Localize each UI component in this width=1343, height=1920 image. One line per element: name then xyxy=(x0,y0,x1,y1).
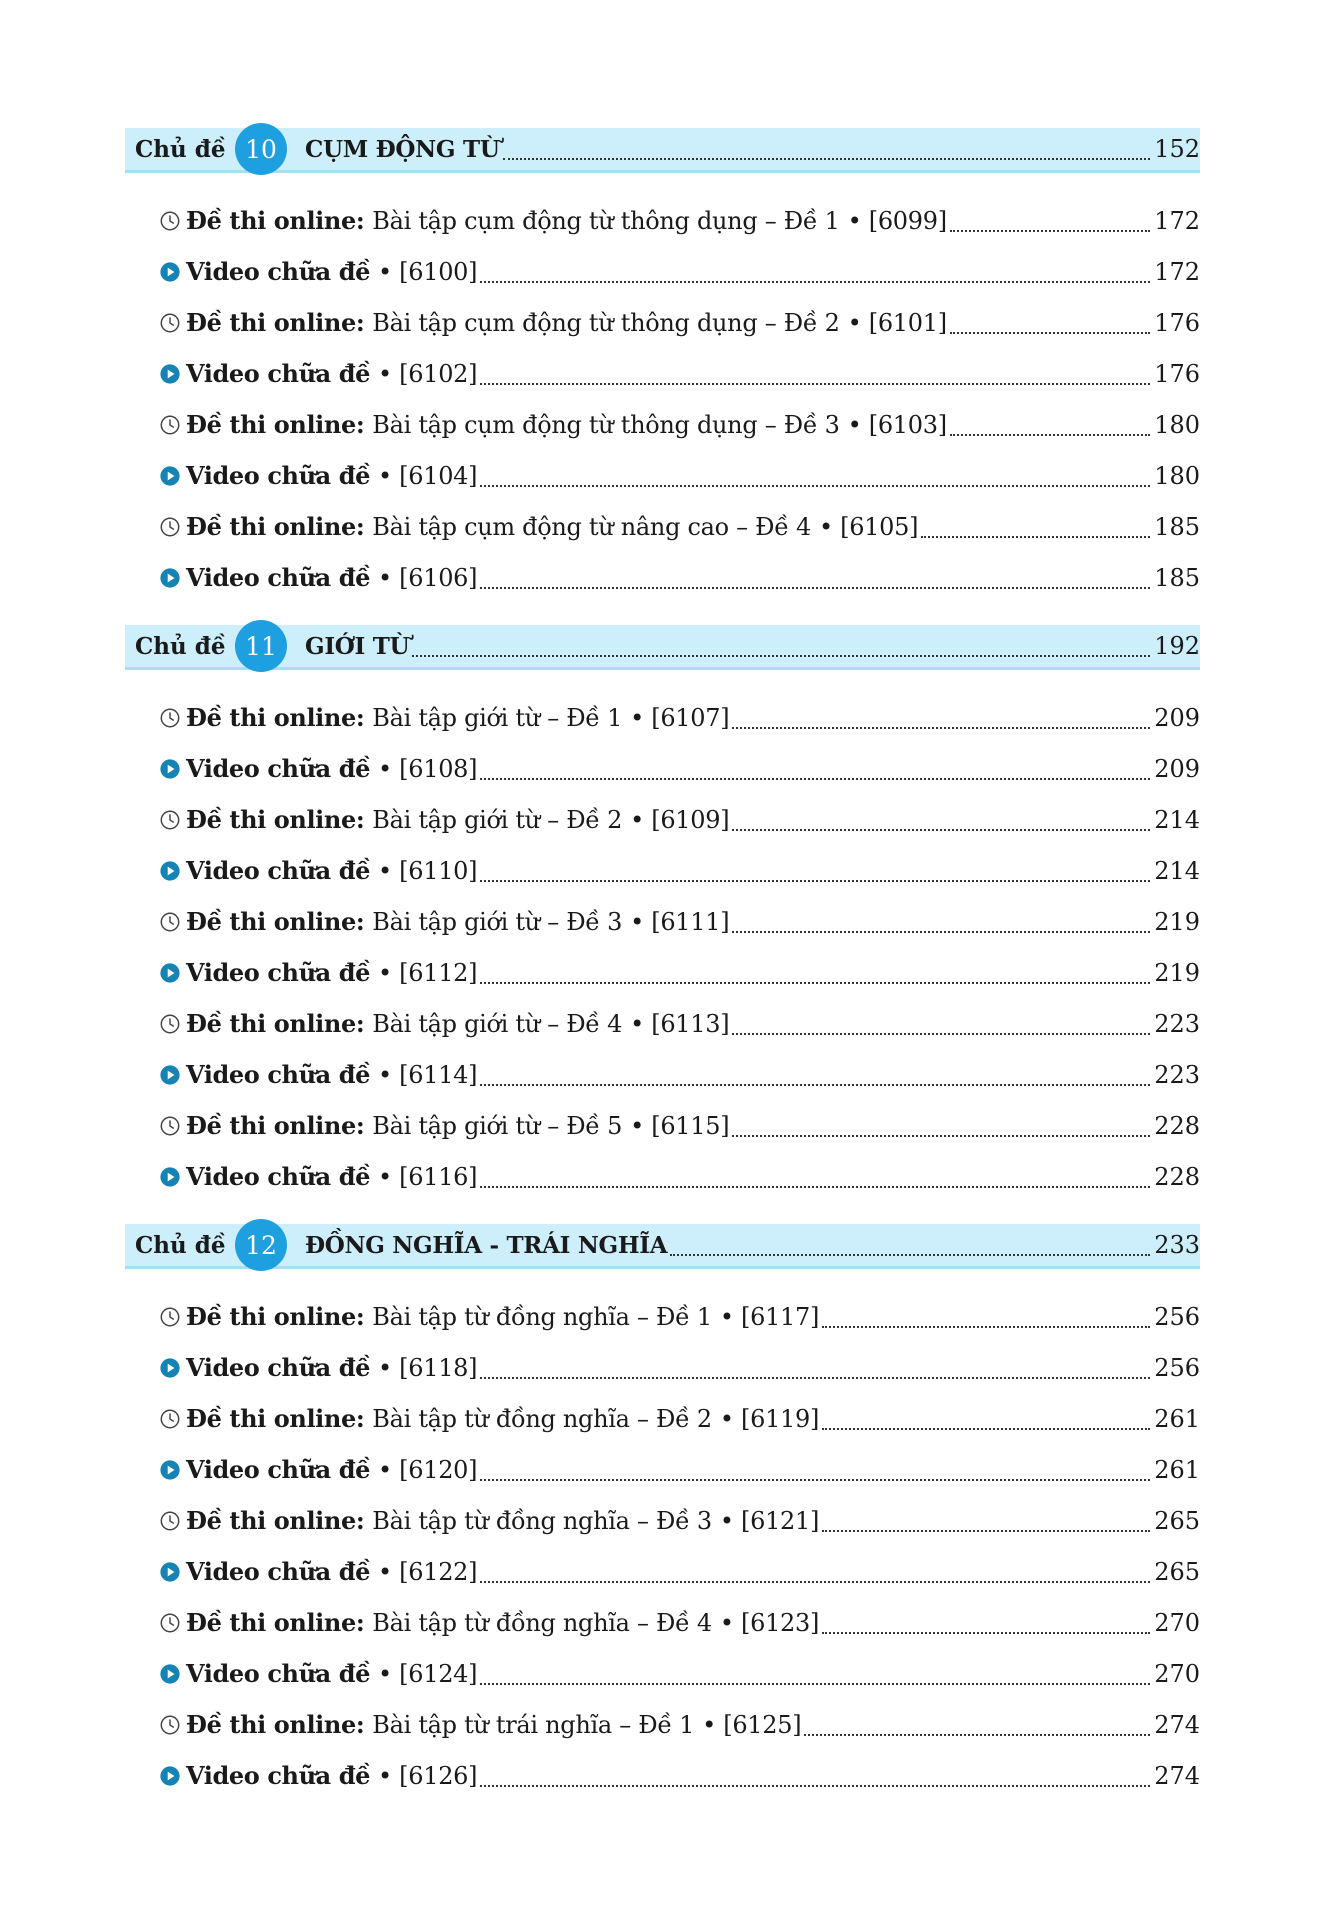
entry-code: • [6106] xyxy=(378,563,478,592)
clock-icon xyxy=(159,414,181,436)
entry-lead: Đề thi online: xyxy=(186,1404,365,1433)
leader-dots xyxy=(950,434,1150,436)
entry-lead: Đề thi online: xyxy=(186,907,365,936)
leader-dots xyxy=(480,880,1150,882)
play-circle-icon xyxy=(159,758,181,780)
section-header[interactable] xyxy=(125,1224,1200,1269)
entry-page-number: 176 xyxy=(1154,359,1200,388)
entry-lead: Video chữa đề xyxy=(186,1353,370,1382)
entry-page-number: 228 xyxy=(1154,1162,1200,1191)
section-title: GIỚI TỪ xyxy=(305,632,410,660)
toc-entry[interactable] xyxy=(159,998,1200,1049)
toc-entry[interactable] xyxy=(159,1495,1200,1546)
entry-page-number: 274 xyxy=(1154,1761,1200,1790)
entry-code: • [6103] xyxy=(847,410,947,439)
leader-dots xyxy=(480,1785,1150,1787)
section-number-badge: 10 xyxy=(235,123,287,175)
toc-entry[interactable] xyxy=(159,195,1200,246)
entry-page-number: 265 xyxy=(1154,1506,1200,1535)
clock-icon xyxy=(159,1612,181,1634)
entry-page-number: 265 xyxy=(1154,1557,1200,1586)
leader-dots xyxy=(804,1734,1150,1736)
leader-dots xyxy=(822,1530,1150,1532)
entry-lead: Video chữa đề xyxy=(186,257,370,286)
entry-page-number: 219 xyxy=(1154,907,1200,936)
clock-icon xyxy=(159,911,181,933)
entry-code: • [6102] xyxy=(378,359,478,388)
entry-page-number: 180 xyxy=(1154,410,1200,439)
entry-page-number: 209 xyxy=(1154,754,1200,783)
entry-code: • [6110] xyxy=(378,856,478,885)
entry-code: • [6124] xyxy=(378,1659,478,1688)
leader-dots xyxy=(503,158,1151,160)
entry-code: • [6123] xyxy=(719,1608,820,1637)
leader-dots xyxy=(480,485,1150,487)
play-circle-icon xyxy=(159,261,181,283)
entry-page-number: 223 xyxy=(1154,1009,1200,1038)
toc-entry[interactable] xyxy=(159,1342,1200,1393)
leader-dots xyxy=(822,1326,1150,1328)
clock-icon xyxy=(159,1408,181,1430)
entry-code: • [6117] xyxy=(719,1302,820,1331)
entry-lead: Video chữa đề xyxy=(186,1761,370,1790)
leader-dots xyxy=(670,1254,1150,1256)
clock-icon xyxy=(159,210,181,232)
entry-code: • [6118] xyxy=(378,1353,478,1382)
entry-page-number: 223 xyxy=(1154,1060,1200,1089)
toc-entry[interactable] xyxy=(159,1699,1200,1750)
toc-entry[interactable] xyxy=(159,501,1200,552)
entry-page-number: 228 xyxy=(1154,1111,1200,1140)
entry-code: • [6115] xyxy=(630,1111,730,1140)
leader-dots xyxy=(732,829,1150,831)
leader-dots xyxy=(732,1033,1150,1035)
entry-code: • [6099] xyxy=(847,206,947,235)
play-circle-icon xyxy=(159,1663,181,1685)
toc-entry[interactable] xyxy=(159,1648,1200,1699)
leader-dots xyxy=(480,383,1150,385)
leader-dots xyxy=(950,332,1150,334)
clock-icon xyxy=(159,1306,181,1328)
toc-entry[interactable] xyxy=(159,692,1200,743)
play-circle-icon xyxy=(159,1561,181,1583)
entry-title: Bài tập giới từ – Đề 2 xyxy=(372,805,623,834)
entry-page-number: 256 xyxy=(1154,1353,1200,1382)
entry-code: • [6120] xyxy=(378,1455,478,1484)
play-circle-icon xyxy=(159,860,181,882)
entry-title: Bài tập giới từ – Đề 4 xyxy=(372,1009,623,1038)
entry-page-number: 176 xyxy=(1154,308,1200,337)
play-circle-icon xyxy=(159,1064,181,1086)
entry-title: Bài tập từ đồng nghĩa – Đề 1 xyxy=(372,1302,712,1331)
entry-code: • [6126] xyxy=(378,1761,478,1790)
entry-lead: Video chữa đề xyxy=(186,856,370,885)
toc-entry[interactable] xyxy=(159,246,1200,297)
entry-code: • [6101] xyxy=(847,308,947,337)
entry-page-number: 274 xyxy=(1154,1710,1200,1739)
entry-lead: Đề thi online: xyxy=(186,703,365,732)
leader-dots xyxy=(480,1479,1150,1481)
entry-title: Bài tập từ đồng nghĩa – Đề 2 xyxy=(372,1404,712,1433)
entry-page-number: 209 xyxy=(1154,703,1200,732)
entry-page-number: 214 xyxy=(1154,805,1200,834)
section-label: Chủ đề xyxy=(135,1231,226,1259)
entry-title: Bài tập cụm động từ thông dụng – Đề 2 xyxy=(372,308,840,337)
entry-title: Bài tập cụm động từ thông dụng – Đề 3 xyxy=(372,410,840,439)
entry-title: Bài tập từ đồng nghĩa – Đề 4 xyxy=(372,1608,712,1637)
entry-code: • [6125] xyxy=(702,1710,802,1739)
play-circle-icon xyxy=(159,363,181,385)
section-number-badge: 12 xyxy=(235,1219,287,1271)
play-circle-icon xyxy=(159,962,181,984)
entry-title: Bài tập từ trái nghĩa – Đề 1 xyxy=(372,1710,695,1739)
entry-lead: Đề thi online: xyxy=(186,1710,365,1739)
toc-entry[interactable] xyxy=(159,1100,1200,1151)
toc-entry[interactable] xyxy=(159,1151,1200,1202)
play-circle-icon xyxy=(159,1357,181,1379)
clock-icon xyxy=(159,1115,181,1137)
entry-title: Bài tập cụm động từ nâng cao – Đề 4 xyxy=(372,512,811,541)
entry-lead: Video chữa đề xyxy=(186,1659,370,1688)
entry-code: • [6116] xyxy=(378,1162,478,1191)
entry-page-number: 270 xyxy=(1154,1608,1200,1637)
toc-entry[interactable] xyxy=(159,552,1200,603)
entry-lead: Đề thi online: xyxy=(186,512,365,541)
entry-lead: Video chữa đề xyxy=(186,1455,370,1484)
leader-dots xyxy=(822,1428,1150,1430)
entry-code: • [6104] xyxy=(378,461,478,490)
entry-page-number: 180 xyxy=(1154,461,1200,490)
section-label: Chủ đề xyxy=(135,135,226,163)
entry-lead: Đề thi online: xyxy=(186,1111,365,1140)
entry-code: • [6100] xyxy=(378,257,478,286)
leader-dots xyxy=(480,1084,1150,1086)
section-title: ĐỒNG NGHĨA - TRÁI NGHĨA xyxy=(305,1231,668,1259)
toc-entry[interactable] xyxy=(159,947,1200,998)
toc-entry[interactable] xyxy=(159,399,1200,450)
clock-icon xyxy=(159,1714,181,1736)
section-page-number: 233 xyxy=(1154,1231,1200,1259)
toc-entry[interactable] xyxy=(159,1546,1200,1597)
toc-section xyxy=(125,1224,1200,1823)
entry-title: Bài tập giới từ – Đề 5 xyxy=(372,1111,623,1140)
entry-lead: Đề thi online: xyxy=(186,1506,365,1535)
entry-code: • [6107] xyxy=(630,703,730,732)
entry-lead: Video chữa đề xyxy=(186,1060,370,1089)
entry-title: Bài tập cụm động từ thông dụng – Đề 1 xyxy=(372,206,840,235)
entry-lead: Đề thi online: xyxy=(186,410,365,439)
entry-code: • [6111] xyxy=(630,907,730,936)
play-circle-icon xyxy=(159,1459,181,1481)
entry-lead: Đề thi online: xyxy=(186,1009,365,1038)
leader-dots xyxy=(480,778,1150,780)
entry-lead: Đề thi online: xyxy=(186,308,365,337)
section-items xyxy=(125,173,1200,625)
entry-lead: Video chữa đề xyxy=(186,958,370,987)
entry-lead: Video chữa đề xyxy=(186,461,370,490)
entry-lead: Đề thi online: xyxy=(186,1302,365,1331)
leader-dots xyxy=(732,1135,1150,1137)
leader-dots xyxy=(412,655,1150,657)
entry-title: Bài tập giới từ – Đề 3 xyxy=(372,907,623,936)
leader-dots xyxy=(480,1186,1150,1188)
entry-lead: Video chữa đề xyxy=(186,563,370,592)
toc-entry[interactable] xyxy=(159,1750,1200,1801)
toc-entry[interactable] xyxy=(159,348,1200,399)
clock-icon xyxy=(159,312,181,334)
clock-icon xyxy=(159,1013,181,1035)
toc-entry[interactable] xyxy=(159,1444,1200,1495)
table-of-contents xyxy=(125,128,1200,1823)
leader-dots xyxy=(921,536,1150,538)
section-number-badge: 11 xyxy=(235,620,287,672)
entry-page-number: 185 xyxy=(1154,512,1200,541)
section-page-number: 152 xyxy=(1154,135,1200,163)
section-header[interactable] xyxy=(125,625,1200,670)
play-circle-icon xyxy=(159,567,181,589)
toc-entry[interactable] xyxy=(159,794,1200,845)
section-header[interactable] xyxy=(125,128,1200,173)
entry-code: • [6112] xyxy=(378,958,478,987)
entry-code: • [6108] xyxy=(378,754,478,783)
entry-page-number: 172 xyxy=(1154,206,1200,235)
entry-page-number: 270 xyxy=(1154,1659,1200,1688)
entry-lead: Đề thi online: xyxy=(186,805,365,834)
entry-code: • [6109] xyxy=(630,805,730,834)
toc-entry[interactable] xyxy=(159,1393,1200,1444)
entry-lead: Video chữa đề xyxy=(186,754,370,783)
entry-title: Bài tập giới từ – Đề 1 xyxy=(372,703,623,732)
leader-dots xyxy=(480,1377,1150,1379)
play-circle-icon xyxy=(159,1765,181,1787)
toc-section xyxy=(125,625,1200,1224)
clock-icon xyxy=(159,707,181,729)
entry-lead: Video chữa đề xyxy=(186,359,370,388)
clock-icon xyxy=(159,516,181,538)
leader-dots xyxy=(480,1683,1150,1685)
toc-entry[interactable] xyxy=(159,743,1200,794)
toc-entry[interactable] xyxy=(159,450,1200,501)
entry-page-number: 256 xyxy=(1154,1302,1200,1331)
entry-code: • [6119] xyxy=(719,1404,820,1433)
entry-code: • [6122] xyxy=(378,1557,478,1586)
entry-page-number: 172 xyxy=(1154,257,1200,286)
entry-page-number: 214 xyxy=(1154,856,1200,885)
toc-entry[interactable] xyxy=(159,1291,1200,1342)
section-title: CỤM ĐỘNG TỪ xyxy=(305,135,500,163)
toc-entry[interactable] xyxy=(159,1597,1200,1648)
leader-dots xyxy=(822,1632,1150,1634)
play-circle-icon xyxy=(159,465,181,487)
toc-section xyxy=(125,128,1200,625)
clock-icon xyxy=(159,1510,181,1532)
clock-icon xyxy=(159,809,181,831)
leader-dots xyxy=(950,230,1150,232)
toc-entry[interactable] xyxy=(159,1049,1200,1100)
entry-page-number: 261 xyxy=(1154,1404,1200,1433)
leader-dots xyxy=(480,982,1150,984)
leader-dots xyxy=(732,931,1150,933)
leader-dots xyxy=(480,587,1150,589)
entry-title: Bài tập từ đồng nghĩa – Đề 3 xyxy=(372,1506,712,1535)
entry-code: • [6113] xyxy=(630,1009,730,1038)
toc-entry[interactable] xyxy=(159,896,1200,947)
leader-dots xyxy=(480,1581,1150,1583)
entry-code: • [6114] xyxy=(378,1060,478,1089)
toc-entry[interactable] xyxy=(159,297,1200,348)
entry-lead: Video chữa đề xyxy=(186,1557,370,1586)
entry-lead: Đề thi online: xyxy=(186,1608,365,1637)
entry-page-number: 261 xyxy=(1154,1455,1200,1484)
play-circle-icon xyxy=(159,1166,181,1188)
section-items xyxy=(125,1269,1200,1823)
entry-lead: Đề thi online: xyxy=(186,206,365,235)
entry-code: • [6121] xyxy=(719,1506,820,1535)
section-page-number: 192 xyxy=(1154,632,1200,660)
toc-entry[interactable] xyxy=(159,845,1200,896)
entry-code: • [6105] xyxy=(818,512,919,541)
leader-dots xyxy=(480,281,1150,283)
leader-dots xyxy=(732,727,1150,729)
entry-page-number: 219 xyxy=(1154,958,1200,987)
entry-lead: Video chữa đề xyxy=(186,1162,370,1191)
section-label: Chủ đề xyxy=(135,632,226,660)
section-items xyxy=(125,670,1200,1224)
entry-page-number: 185 xyxy=(1154,563,1200,592)
